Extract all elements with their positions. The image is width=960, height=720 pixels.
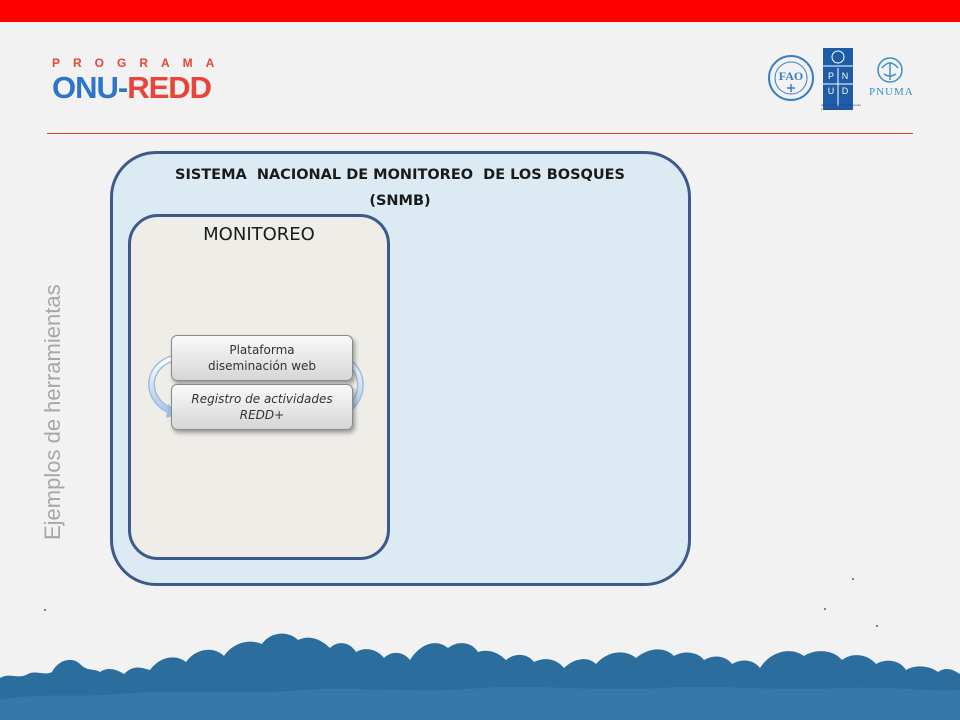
snmb-title-line1: SISTEMA NACIONAL DE MONITOREO DE LOS BOSQUES bbox=[175, 167, 625, 183]
undp-letter-d: D bbox=[841, 86, 849, 96]
card1-line2: diseminación web bbox=[207, 359, 317, 373]
logo-onu-text: ONU- bbox=[52, 70, 128, 105]
undp-logo-icon bbox=[823, 48, 853, 110]
fao-logo-icon bbox=[767, 54, 815, 102]
svg-text:FAO: FAO bbox=[778, 69, 804, 83]
snmb-title bbox=[120, 162, 680, 214]
decor-dot bbox=[852, 578, 854, 580]
card-plataforma-diseminacion bbox=[171, 335, 353, 381]
forest-silhouette-icon bbox=[0, 560, 960, 720]
logo-programa-text: PROGRAMA bbox=[52, 56, 228, 70]
undp-letter-n: N bbox=[841, 71, 849, 81]
card1-line1: Plataforma bbox=[229, 343, 295, 357]
header-divider bbox=[47, 133, 913, 134]
monitoreo-title: MONITOREO bbox=[203, 224, 315, 245]
side-label: Ejemplos de herramientas bbox=[40, 284, 65, 540]
decor-dot bbox=[824, 608, 826, 610]
decor-dot bbox=[44, 609, 46, 611]
snmb-title-line2: (SNMB) bbox=[369, 193, 431, 209]
onu-redd-logo bbox=[52, 56, 252, 110]
top-red-bar bbox=[0, 0, 960, 22]
decor-dot bbox=[876, 625, 878, 627]
logo-redd-text: REDD bbox=[127, 70, 212, 105]
card-registro-actividades bbox=[171, 384, 353, 430]
undp-letter-p: P bbox=[827, 71, 835, 81]
logo-main-text bbox=[52, 70, 211, 106]
undp-tagline: Al servicio de las personas y las naciones bbox=[821, 103, 861, 111]
pnuma-label: PNUMA bbox=[869, 86, 914, 98]
card2-line2: REDD+ bbox=[239, 408, 285, 422]
undp-letter-u: U bbox=[827, 86, 835, 96]
partner-logos bbox=[765, 48, 915, 123]
card2-line1: Registro de actividades bbox=[191, 392, 333, 406]
